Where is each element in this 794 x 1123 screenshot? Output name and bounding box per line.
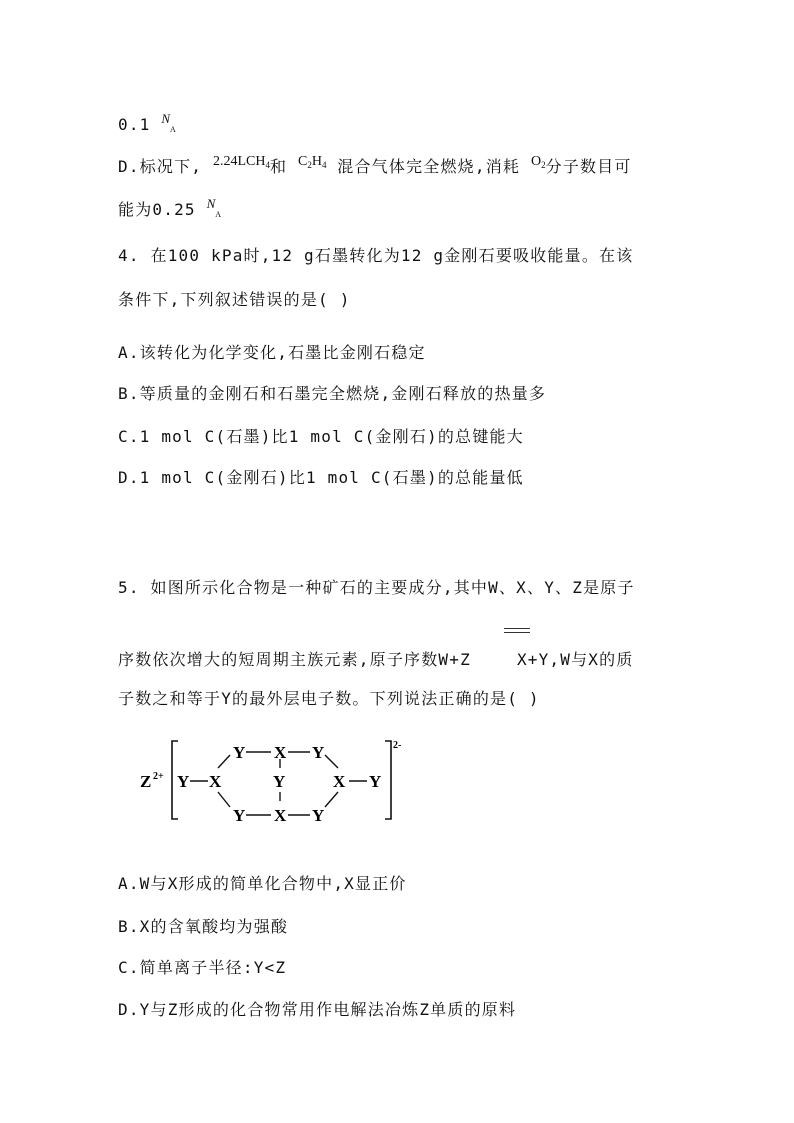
q5-option-b: B.X的含氧酸均为强酸 [118,917,289,936]
q5-stem-line3: 子数之和等于Y的最外层电子数。下列说法正确的是( ) [118,689,540,708]
equals-sign-bottom [504,632,530,633]
q3-d-volume: 2.24LCH [212,154,266,169]
na-subscript: A [215,210,223,219]
na-symbol: N [206,196,216,211]
q3-d-c: C [297,154,308,169]
atom-mid-y-center: Y [273,772,286,791]
na-subscript: A [170,125,177,134]
equals-sign-top [504,628,530,629]
bond [218,792,230,807]
q4-stem-line1: 4. 在100 kPa时,12 g石墨转化为12 g金刚石要吸收能量。在该 [118,246,634,265]
q3-d-suffix: 分子数目可 [545,157,632,176]
q5-stem-line2-a: 序数依次增大的短周期主族元素,原子序数W+Z [118,650,471,669]
atom-bot-y1: Y [233,806,246,825]
bond [325,755,338,768]
q5-option-c: C.简单离子半径:Y<Z [118,958,287,977]
q5-stem-line1: 5. 如图所示化合物是一种矿石的主要成分,其中W、X、Y、Z是原子 [118,578,635,597]
q3-d-c-sub: 2 [307,160,312,170]
bond [218,755,230,768]
q5-option-d: D.Y与Z形成的化合物常用作电解法冶炼Z单质的原料 [118,1000,517,1019]
na-symbol: N [161,111,171,126]
cation-charge: 2+ [153,771,164,782]
q4-option-c: C.1 mol C(石墨)比1 mol C(金刚石)的总键能大 [118,427,524,446]
atom-top-x: X [274,743,287,762]
q4-option-a: A.该转化为化学变化,石墨比金刚石稳定 [118,343,426,362]
q5-option-a: A.W与X形成的简单化合物中,X显正价 [118,874,407,893]
q4-option-d: D.1 mol C(金刚石)比1 mol C(石墨)的总能量低 [118,468,524,487]
q3-d-o-sub: 2 [541,160,546,170]
q3-d-o: O [530,154,542,169]
atom-top-y1: Y [233,743,246,762]
q3-option-d [118,151,632,178]
q3-option-d-line2 [118,193,222,226]
atom-mid-x2: X [333,772,346,791]
right-bracket [385,741,391,819]
atom-mid-y1: Y [177,772,190,791]
anion-charge: 2- [393,740,402,751]
cation-z: Z [140,772,152,791]
q4-stem-line2: 条件下,下列叙述错误的是( ) [118,290,351,309]
q3-d-ch4-sub: 4 [265,160,270,170]
q5-stem-line2-b: X+Y,W与X的质 [516,650,634,669]
atom-bot-y2: Y [312,806,325,825]
atom-mid-x1: X [209,772,222,791]
atom-mid-y2: Y [369,772,382,791]
q3-d-and: 和 [269,157,298,176]
q3-option-c-continuation [118,108,177,141]
q4-option-b: B.等质量的金刚石和石墨完全燃烧,金刚石释放的热量多 [118,384,547,403]
q3-d-line2-text: 能为0.25 [118,200,207,219]
q3-d-mid: 混合气体完全燃烧,消耗 [326,157,531,176]
atom-top-y2: Y [312,743,325,762]
q3-d-prefix: D.标况下, [118,157,213,176]
q3-prev-text: 0.1 [118,115,162,134]
atom-bot-x: X [274,806,287,825]
compound-structure-diagram [130,735,430,835]
q3-d-h-sub: 4 [321,160,327,170]
q3-d-h: H [311,154,322,169]
q5-stem-line2 [118,649,634,671]
bond [325,792,338,807]
